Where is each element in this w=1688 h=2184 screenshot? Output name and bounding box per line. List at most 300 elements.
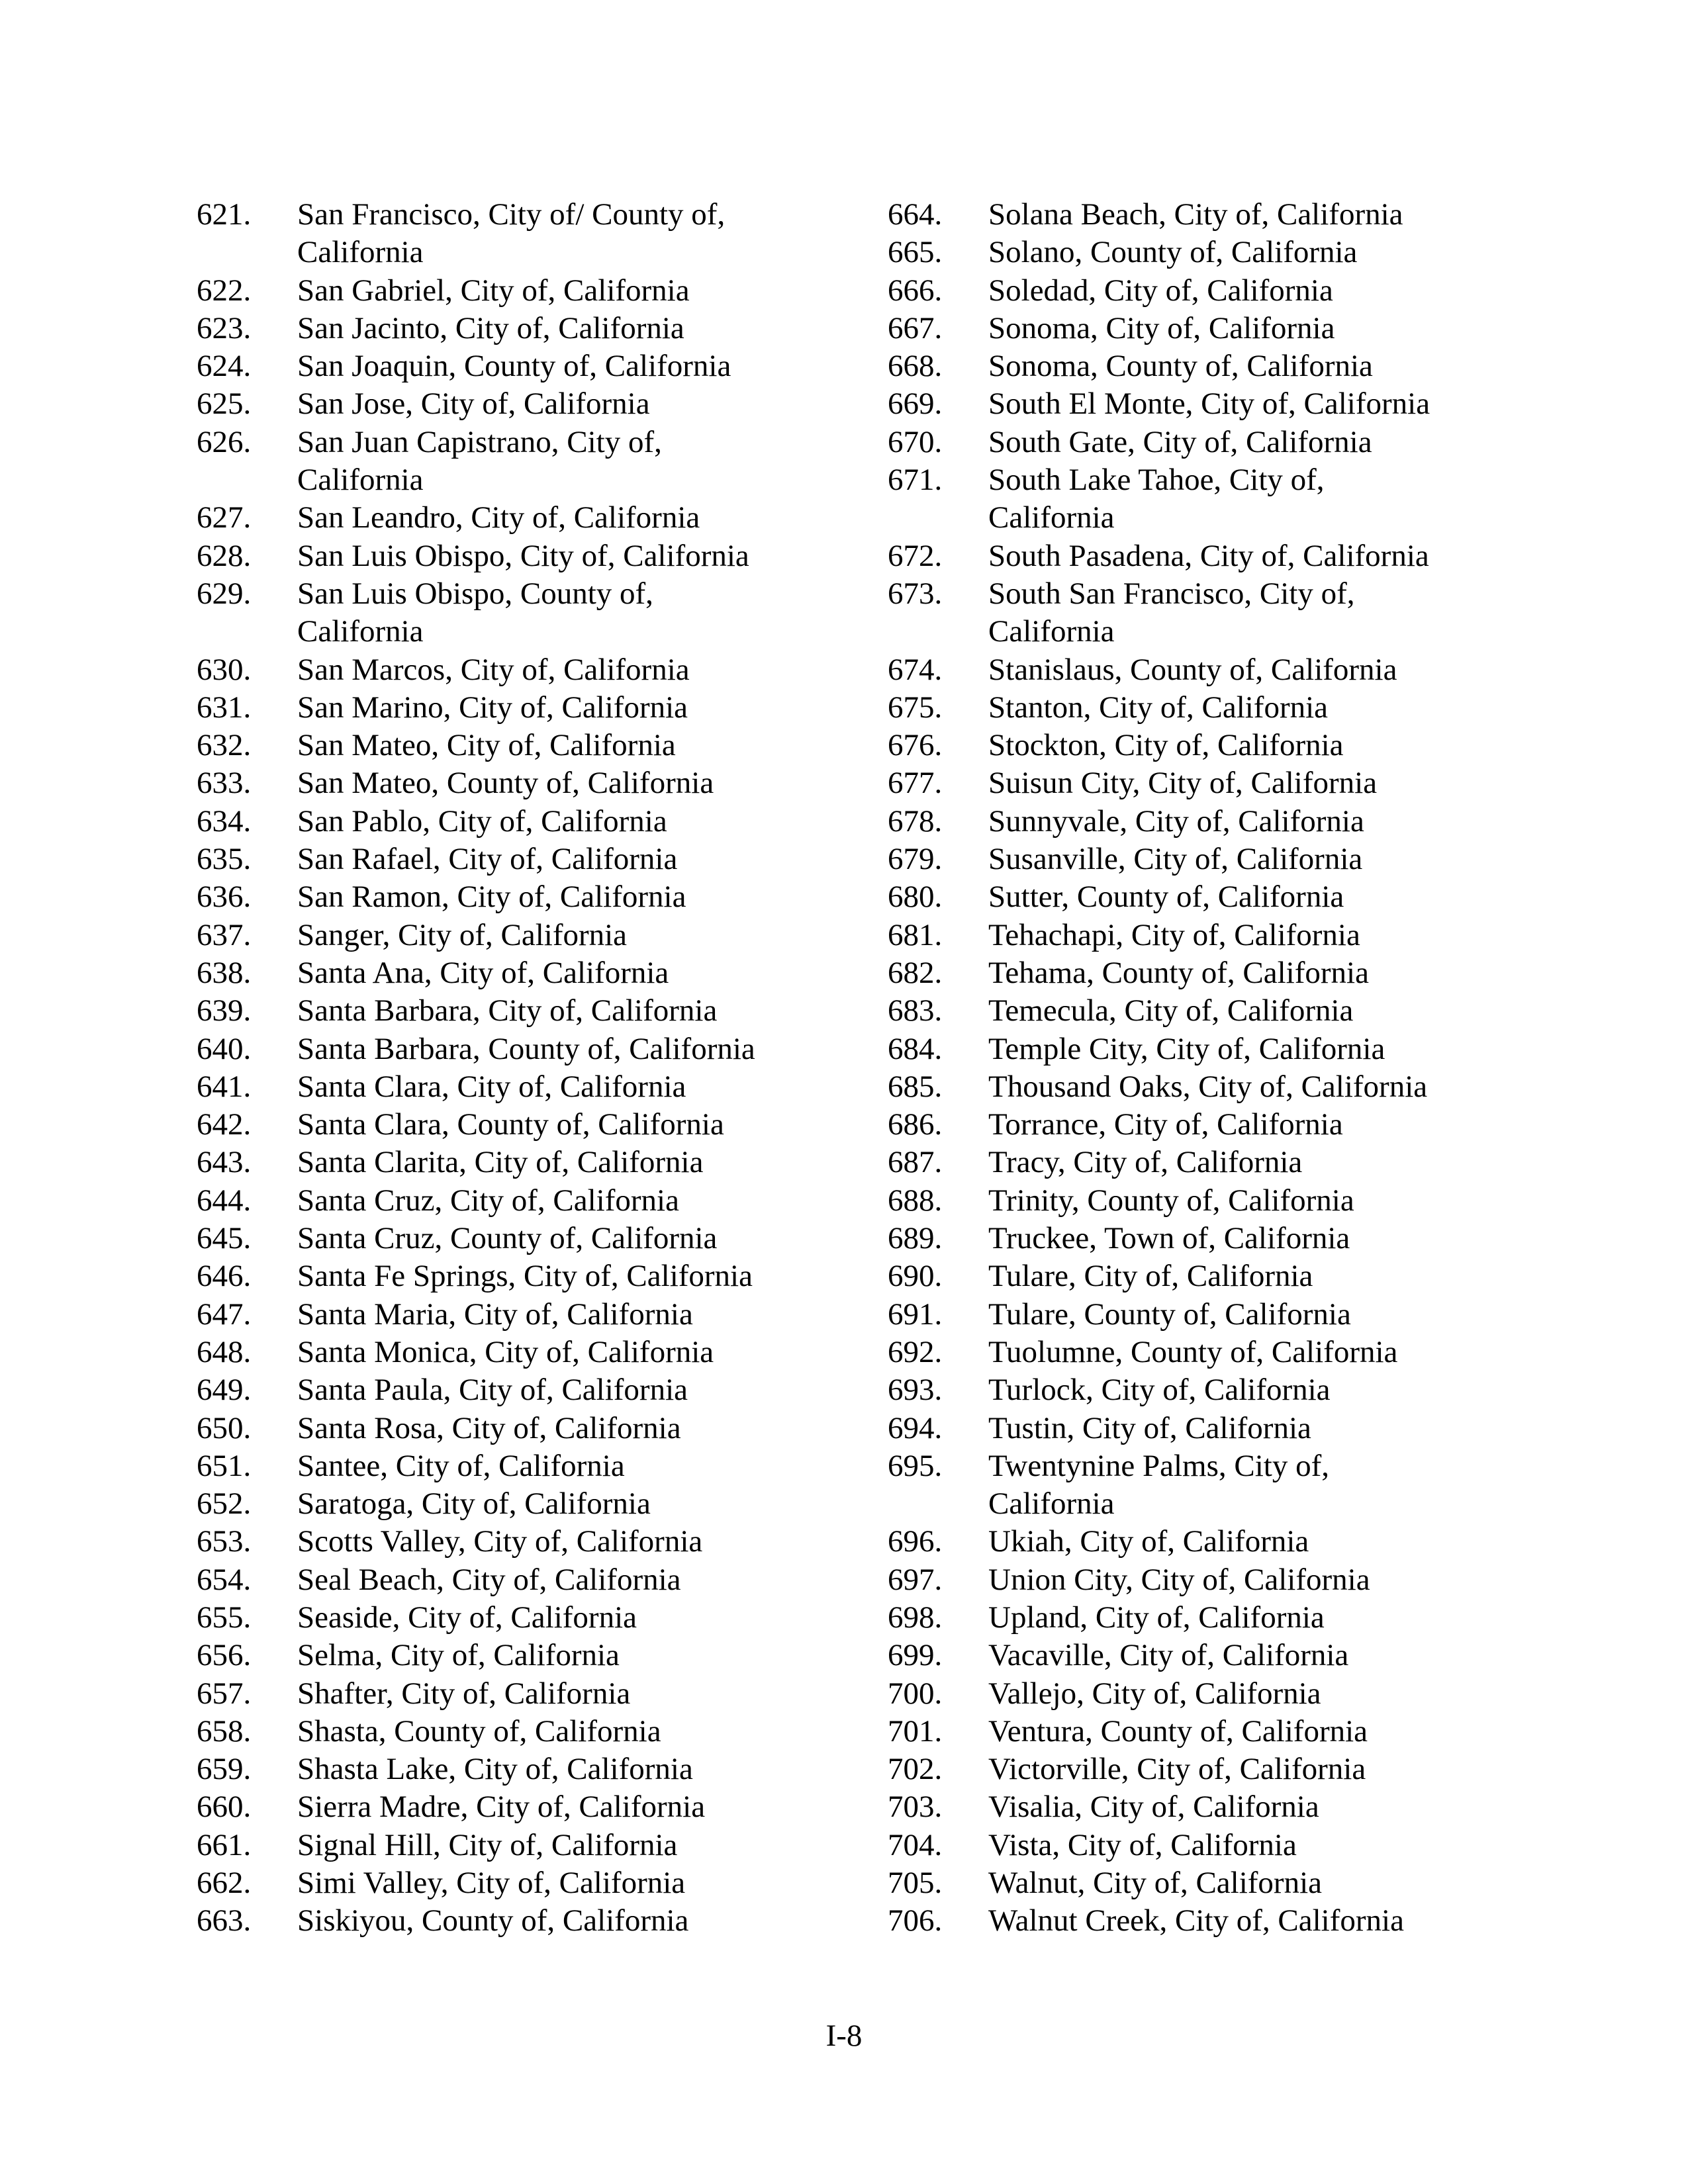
list-item bbox=[197, 1713, 859, 1751]
entity-name-line: South Gate, City of, California bbox=[988, 424, 1372, 459]
entity-name-line: Santa Barbara, County of, California bbox=[297, 1031, 755, 1066]
entity-name-line: San Luis Obispo, City of, California bbox=[297, 538, 749, 573]
entity-name-line: Santa Clarita, City of, California bbox=[297, 1145, 704, 1180]
entity-name-line: Sierra Madre, City of, California bbox=[297, 1790, 706, 1825]
list-item bbox=[197, 1599, 859, 1637]
list-item-entity-name bbox=[988, 917, 1360, 954]
list-item-entity-name bbox=[297, 1220, 717, 1257]
list-item-number: 670. bbox=[888, 424, 943, 459]
entity-name-line: Santa Maria, City of, California bbox=[297, 1297, 693, 1332]
entity-name-line: Santa Clara, County of, California bbox=[297, 1107, 724, 1142]
entity-list-right-column bbox=[888, 196, 1523, 1940]
entity-name-line: San Marino, City of, California bbox=[297, 690, 688, 725]
list-item-number: 683. bbox=[888, 993, 943, 1028]
list-item-number: 654. bbox=[197, 1562, 252, 1597]
list-item bbox=[888, 689, 1523, 727]
list-item bbox=[888, 764, 1523, 802]
list-item bbox=[197, 1864, 859, 1902]
list-item-number: 687. bbox=[888, 1145, 943, 1180]
entity-name-line: Upland, City of, California bbox=[988, 1600, 1325, 1635]
list-item bbox=[197, 803, 859, 841]
entity-name-line: Truckee, Town of, California bbox=[988, 1221, 1350, 1256]
entity-name-line: Susanville, City of, California bbox=[988, 842, 1363, 877]
list-item bbox=[197, 1182, 859, 1220]
entity-name-line: Santa Cruz, City of, California bbox=[297, 1183, 679, 1218]
list-item-number: 661. bbox=[197, 1827, 252, 1862]
list-item-number: 676. bbox=[888, 728, 943, 763]
list-item bbox=[197, 272, 859, 310]
entity-name-line: San Gabriel, City of, California bbox=[297, 273, 690, 308]
entity-name-line: Trinity, County of, California bbox=[988, 1183, 1354, 1218]
list-item-entity-name bbox=[297, 803, 667, 841]
entity-name-line: Santa Paula, City of, California bbox=[297, 1373, 688, 1408]
list-item-number: 664. bbox=[888, 197, 943, 232]
list-item bbox=[197, 424, 859, 500]
list-item-entity-name bbox=[297, 272, 690, 310]
list-item-number: 642. bbox=[197, 1107, 252, 1142]
entity-name-line: Victorville, City of, California bbox=[988, 1752, 1366, 1787]
list-item bbox=[197, 1788, 859, 1826]
list-item bbox=[197, 954, 859, 992]
list-item bbox=[888, 1257, 1523, 1295]
entity-name-line: Turlock, City of, California bbox=[988, 1373, 1331, 1408]
list-item-number: 626. bbox=[197, 424, 252, 459]
list-item-number: 659. bbox=[197, 1752, 252, 1787]
list-item bbox=[888, 1902, 1523, 1940]
list-item bbox=[888, 1296, 1523, 1334]
list-item bbox=[888, 1371, 1523, 1409]
list-item-entity-name bbox=[297, 1144, 703, 1181]
list-item-entity-name bbox=[988, 992, 1353, 1030]
entity-name-line: South Pasadena, City of, California bbox=[988, 538, 1429, 573]
list-item bbox=[197, 651, 859, 689]
entity-name-line: California bbox=[988, 500, 1115, 535]
list-item-entity-name bbox=[988, 385, 1430, 423]
list-item-entity-name bbox=[988, 1561, 1370, 1599]
entity-name-line: Santa Monica, City of, California bbox=[297, 1334, 714, 1369]
entity-name-line: California bbox=[988, 1486, 1115, 1522]
list-item-entity-name bbox=[297, 1713, 661, 1751]
entity-name-line: Vacaville, City of, California bbox=[988, 1638, 1349, 1673]
entity-name-line: San Pablo, City of, California bbox=[297, 803, 667, 839]
list-item-number: 646. bbox=[197, 1259, 252, 1294]
entity-name-line: Seaside, City of, California bbox=[297, 1600, 637, 1635]
list-item-number: 631. bbox=[197, 690, 252, 725]
list-item bbox=[888, 651, 1523, 689]
entity-name-line: San Ramon, City of, California bbox=[297, 880, 686, 915]
list-item-entity-name bbox=[988, 272, 1333, 310]
list-item bbox=[888, 1106, 1523, 1144]
entity-name-line: Vallejo, City of, California bbox=[988, 1676, 1321, 1711]
list-item-entity-name bbox=[988, 424, 1372, 461]
list-item-number: 674. bbox=[888, 652, 943, 687]
list-item-entity-name bbox=[988, 310, 1335, 347]
list-item-entity-name bbox=[297, 1523, 702, 1561]
list-item-entity-name bbox=[297, 1902, 688, 1940]
page-number: I-8 bbox=[825, 2019, 863, 2053]
list-item-number: 662. bbox=[197, 1866, 252, 1901]
list-item-number: 675. bbox=[888, 690, 943, 725]
entity-name-line: Santee, City of, California bbox=[297, 1448, 625, 1483]
entity-name-line: Sutter, County of, California bbox=[988, 880, 1344, 915]
entity-name-line: Temecula, City of, California bbox=[988, 993, 1354, 1028]
list-item bbox=[197, 1637, 859, 1674]
entity-name-line: Santa Cruz, County of, California bbox=[297, 1221, 718, 1256]
list-item-entity-name bbox=[988, 1599, 1325, 1637]
list-item-entity-name bbox=[988, 1675, 1321, 1713]
list-item-entity-name bbox=[988, 1220, 1350, 1257]
list-item-number: 651. bbox=[197, 1448, 252, 1483]
entity-name-line: Santa Rosa, City of, California bbox=[297, 1410, 681, 1445]
list-item bbox=[888, 1334, 1523, 1371]
list-item-number: 688. bbox=[888, 1183, 943, 1218]
list-item-number: 682. bbox=[888, 955, 943, 990]
list-item-entity-name bbox=[297, 1485, 651, 1523]
list-item-entity-name bbox=[297, 385, 650, 423]
list-item-entity-name bbox=[297, 1637, 620, 1674]
list-item-number: 680. bbox=[888, 880, 943, 915]
entity-name-line: Signal Hill, City of, California bbox=[297, 1827, 678, 1862]
list-item-entity-name bbox=[297, 1371, 688, 1409]
entity-name-line: Selma, City of, California bbox=[297, 1638, 620, 1673]
list-item bbox=[197, 537, 859, 575]
entity-name-line: Shasta Lake, City of, California bbox=[297, 1752, 693, 1787]
entity-name-line: Santa Barbara, City of, California bbox=[297, 993, 718, 1028]
list-item-number: 690. bbox=[888, 1259, 943, 1294]
entity-name-line: South Lake Tahoe, City of, bbox=[988, 463, 1325, 498]
list-item-entity-name bbox=[988, 1902, 1404, 1940]
list-item-entity-name bbox=[297, 575, 653, 651]
list-item-entity-name bbox=[988, 764, 1377, 802]
list-item bbox=[888, 1599, 1523, 1637]
entity-name-line: San Joaquin, County of, California bbox=[297, 349, 731, 384]
list-item-entity-name bbox=[297, 347, 731, 385]
list-item-entity-name bbox=[988, 651, 1397, 689]
list-item-entity-name bbox=[988, 1296, 1351, 1334]
entity-name-line: Santa Fe Springs, City of, California bbox=[297, 1259, 753, 1294]
list-item bbox=[197, 1561, 859, 1599]
list-item bbox=[197, 575, 859, 651]
list-item-number: 700. bbox=[888, 1676, 943, 1711]
entity-name-line: California bbox=[297, 463, 424, 498]
list-item-number: 673. bbox=[888, 576, 943, 611]
entity-name-line: Vista, City of, California bbox=[988, 1827, 1297, 1862]
list-item-entity-name bbox=[988, 537, 1429, 575]
list-item bbox=[888, 424, 1523, 461]
list-item-entity-name bbox=[297, 1788, 705, 1826]
list-item-number: 697. bbox=[888, 1562, 943, 1597]
list-item-entity-name bbox=[988, 234, 1357, 271]
list-item-number: 644. bbox=[197, 1183, 252, 1218]
list-item-entity-name bbox=[297, 1751, 693, 1788]
list-item-number: 657. bbox=[197, 1676, 252, 1711]
list-item-entity-name bbox=[988, 1637, 1348, 1674]
list-item-number: 672. bbox=[888, 538, 943, 573]
entity-name-line: San Juan Capistrano, City of, bbox=[297, 424, 662, 459]
list-item-number: 638. bbox=[197, 955, 252, 990]
list-item-entity-name bbox=[988, 1447, 1329, 1524]
list-item-number: 698. bbox=[888, 1600, 943, 1635]
list-item bbox=[888, 575, 1523, 651]
entity-name-line: Solana Beach, City of, California bbox=[988, 197, 1403, 232]
list-item-entity-name bbox=[988, 1371, 1331, 1409]
entity-name-line: Walnut Creek, City of, California bbox=[988, 1903, 1404, 1938]
list-item-number: 663. bbox=[197, 1903, 252, 1938]
list-item-entity-name bbox=[988, 1030, 1385, 1068]
list-item-entity-name bbox=[988, 1827, 1297, 1864]
list-item-entity-name bbox=[988, 1864, 1322, 1902]
list-item-number: 639. bbox=[197, 993, 252, 1028]
list-item bbox=[197, 689, 859, 727]
entity-name-line: Suisun City, City of, California bbox=[988, 766, 1378, 801]
list-item-number: 660. bbox=[197, 1790, 252, 1825]
list-item bbox=[888, 1523, 1523, 1561]
list-item-entity-name bbox=[297, 1068, 686, 1106]
list-item bbox=[888, 1827, 1523, 1864]
list-item-entity-name bbox=[988, 1713, 1368, 1751]
entity-name-line: Tehama, County of, California bbox=[988, 955, 1369, 990]
list-item-number: 666. bbox=[888, 273, 943, 308]
list-item-number: 641. bbox=[197, 1069, 252, 1104]
list-item-entity-name bbox=[297, 954, 669, 992]
list-item bbox=[197, 1485, 859, 1523]
list-item bbox=[888, 1713, 1523, 1751]
list-item bbox=[197, 992, 859, 1030]
entity-name-line: San Mateo, City of, California bbox=[297, 728, 676, 763]
entity-name-line: Tracy, City of, California bbox=[988, 1145, 1303, 1180]
list-item-number: 689. bbox=[888, 1221, 943, 1256]
list-item-entity-name bbox=[988, 954, 1369, 992]
list-item bbox=[197, 841, 859, 878]
list-item bbox=[888, 917, 1523, 954]
entity-name-line: Twentynine Palms, City of, bbox=[988, 1448, 1329, 1483]
entity-name-line: San Leandro, City of, California bbox=[297, 500, 700, 535]
list-item-entity-name bbox=[297, 651, 690, 689]
list-item-entity-name bbox=[988, 689, 1328, 727]
list-item bbox=[888, 1182, 1523, 1220]
entity-name-line: Tehachapi, City of, California bbox=[988, 917, 1360, 952]
list-item bbox=[888, 1637, 1523, 1674]
list-item bbox=[888, 347, 1523, 385]
list-item bbox=[888, 1675, 1523, 1713]
list-item-number: 649. bbox=[197, 1373, 252, 1408]
list-item-number: 640. bbox=[197, 1031, 252, 1066]
list-item bbox=[197, 917, 859, 954]
list-item-entity-name bbox=[297, 878, 686, 916]
list-item bbox=[197, 727, 859, 764]
list-item-number: 704. bbox=[888, 1827, 943, 1862]
list-item-entity-name bbox=[988, 1410, 1311, 1447]
list-item-entity-name bbox=[297, 1599, 637, 1637]
list-item bbox=[197, 1334, 859, 1371]
list-item-number: 678. bbox=[888, 803, 943, 839]
entity-name-line: Union City, City of, California bbox=[988, 1562, 1370, 1597]
list-item bbox=[197, 196, 859, 272]
list-item-number: 629. bbox=[197, 576, 252, 611]
list-item-entity-name bbox=[988, 1106, 1343, 1144]
entity-name-line: San Jacinto, City of, California bbox=[297, 310, 684, 345]
list-item bbox=[197, 1410, 859, 1447]
entity-name-line: Visalia, City of, California bbox=[988, 1790, 1319, 1825]
entity-name-line: Solano, County of, California bbox=[988, 235, 1358, 270]
list-item-entity-name bbox=[297, 537, 749, 575]
list-item-number: 621. bbox=[197, 197, 252, 232]
list-item-entity-name bbox=[297, 310, 684, 347]
list-item-number: 665. bbox=[888, 235, 943, 270]
list-item bbox=[888, 992, 1523, 1030]
list-item bbox=[197, 1144, 859, 1181]
list-item-number: 681. bbox=[888, 917, 943, 952]
list-item bbox=[197, 1447, 859, 1485]
list-item-entity-name bbox=[988, 461, 1325, 537]
list-item-entity-name bbox=[988, 1182, 1354, 1220]
entity-name-line: Tulare, County of, California bbox=[988, 1297, 1351, 1332]
list-item bbox=[197, 1030, 859, 1068]
list-item-number: 643. bbox=[197, 1145, 252, 1180]
list-item bbox=[888, 310, 1523, 347]
list-item bbox=[197, 1257, 859, 1295]
entity-name-line: Stockton, City of, California bbox=[988, 728, 1344, 763]
list-item-number: 705. bbox=[888, 1866, 943, 1901]
entity-name-line: San Rafael, City of, California bbox=[297, 842, 678, 877]
list-item-number: 652. bbox=[197, 1486, 252, 1522]
list-item-entity-name bbox=[988, 727, 1344, 764]
entity-name-line: Seal Beach, City of, California bbox=[297, 1562, 681, 1597]
list-item bbox=[888, 1864, 1523, 1902]
list-item-entity-name bbox=[297, 1864, 685, 1902]
list-item-number: 703. bbox=[888, 1790, 943, 1825]
list-item-entity-name bbox=[297, 424, 662, 500]
entity-name-line: Sonoma, County of, California bbox=[988, 349, 1373, 384]
list-item-entity-name bbox=[988, 878, 1344, 916]
list-item bbox=[197, 1220, 859, 1257]
list-item bbox=[197, 1523, 859, 1561]
list-item-entity-name bbox=[297, 764, 714, 802]
entity-name-line: Tulare, City of, California bbox=[988, 1259, 1313, 1294]
list-item bbox=[197, 1675, 859, 1713]
entity-name-line: Siskiyou, County of, California bbox=[297, 1903, 689, 1938]
entity-name-line: San Luis Obispo, County of, bbox=[297, 576, 653, 611]
list-item-entity-name bbox=[297, 1296, 693, 1334]
entity-list-left-column bbox=[197, 196, 859, 1940]
list-item-entity-name bbox=[297, 499, 700, 537]
list-item bbox=[888, 272, 1523, 310]
list-item bbox=[888, 1144, 1523, 1181]
list-item bbox=[197, 1068, 859, 1106]
list-item-number: 686. bbox=[888, 1107, 943, 1142]
entity-name-line: Shasta, County of, California bbox=[297, 1713, 661, 1749]
entity-name-line: Thousand Oaks, City of, California bbox=[988, 1069, 1428, 1104]
list-item-entity-name bbox=[297, 1561, 681, 1599]
entity-name-line: San Mateo, County of, California bbox=[297, 766, 714, 801]
list-item bbox=[888, 878, 1523, 916]
entity-name-line: Simi Valley, City of, California bbox=[297, 1866, 686, 1901]
list-item-number: 625. bbox=[197, 387, 252, 422]
list-item bbox=[888, 803, 1523, 841]
list-item-number: 623. bbox=[197, 310, 252, 345]
list-item bbox=[197, 310, 859, 347]
list-item-entity-name bbox=[988, 1523, 1309, 1561]
list-item bbox=[197, 499, 859, 537]
list-item bbox=[888, 1788, 1523, 1826]
list-item-entity-name bbox=[297, 1410, 681, 1447]
list-item-number: 694. bbox=[888, 1410, 943, 1445]
list-item bbox=[888, 196, 1523, 234]
entity-name-line: San Francisco, City of/ County of, bbox=[297, 197, 726, 232]
list-item-entity-name bbox=[297, 1675, 630, 1713]
entity-name-line: California bbox=[297, 235, 424, 270]
list-item-entity-name bbox=[988, 1144, 1302, 1181]
entity-name-line: Shafter, City of, California bbox=[297, 1676, 631, 1711]
list-item-number: 706. bbox=[888, 1903, 943, 1938]
list-item-number: 693. bbox=[888, 1373, 943, 1408]
list-item-entity-name bbox=[988, 1334, 1397, 1371]
list-item-number: 658. bbox=[197, 1713, 252, 1749]
list-item bbox=[888, 1751, 1523, 1788]
list-item-number: 622. bbox=[197, 273, 252, 308]
list-item bbox=[888, 1030, 1523, 1068]
list-item-number: 634. bbox=[197, 803, 252, 839]
entity-name-line: Saratoga, City of, California bbox=[297, 1486, 651, 1522]
entity-name-line: Sonoma, City of, California bbox=[988, 310, 1335, 345]
list-item-number: 627. bbox=[197, 500, 252, 535]
list-item-entity-name bbox=[988, 575, 1355, 651]
list-item-entity-name bbox=[297, 727, 676, 764]
entity-name-line: California bbox=[988, 614, 1115, 649]
list-item-number: 628. bbox=[197, 538, 252, 573]
list-item-entity-name bbox=[988, 803, 1364, 841]
entity-name-line: Tustin, City of, California bbox=[988, 1410, 1311, 1445]
list-item-number: 636. bbox=[197, 880, 252, 915]
list-item-entity-name bbox=[297, 1106, 724, 1144]
list-item-number: 695. bbox=[888, 1448, 943, 1483]
list-item-number: 685. bbox=[888, 1069, 943, 1104]
list-item-number: 699. bbox=[888, 1638, 943, 1673]
list-item-number: 692. bbox=[888, 1334, 943, 1369]
entity-name-line: California bbox=[297, 614, 424, 649]
list-item-entity-name bbox=[988, 1788, 1319, 1826]
list-item bbox=[888, 537, 1523, 575]
list-item-number: 671. bbox=[888, 463, 943, 498]
list-item-number: 696. bbox=[888, 1524, 943, 1559]
list-item bbox=[197, 1902, 859, 1940]
list-item-entity-name bbox=[297, 1827, 677, 1864]
list-item-number: 637. bbox=[197, 917, 252, 952]
list-item-number: 648. bbox=[197, 1334, 252, 1369]
entity-name-line: Torrance, City of, California bbox=[988, 1107, 1343, 1142]
list-item-number: 624. bbox=[197, 349, 252, 384]
list-item-number: 691. bbox=[888, 1297, 943, 1332]
list-item-number: 633. bbox=[197, 766, 252, 801]
list-item-entity-name bbox=[988, 347, 1373, 385]
list-item bbox=[197, 1296, 859, 1334]
entity-name-line: Sunnyvale, City of, California bbox=[988, 803, 1364, 839]
list-item-number: 668. bbox=[888, 349, 943, 384]
list-item-number: 656. bbox=[197, 1638, 252, 1673]
list-item-number: 679. bbox=[888, 842, 943, 877]
list-item-number: 669. bbox=[888, 387, 943, 422]
list-item bbox=[197, 878, 859, 916]
list-item-entity-name bbox=[988, 1068, 1427, 1106]
entity-name-line: Soledad, City of, California bbox=[988, 273, 1333, 308]
list-item-number: 702. bbox=[888, 1752, 943, 1787]
list-item bbox=[888, 727, 1523, 764]
entity-name-line: Ventura, County of, California bbox=[988, 1713, 1368, 1749]
list-item bbox=[888, 841, 1523, 878]
entity-name-line: Stanton, City of, California bbox=[988, 690, 1329, 725]
list-item-entity-name bbox=[988, 841, 1362, 878]
entity-name-line: South San Francisco, City of, bbox=[988, 576, 1355, 611]
